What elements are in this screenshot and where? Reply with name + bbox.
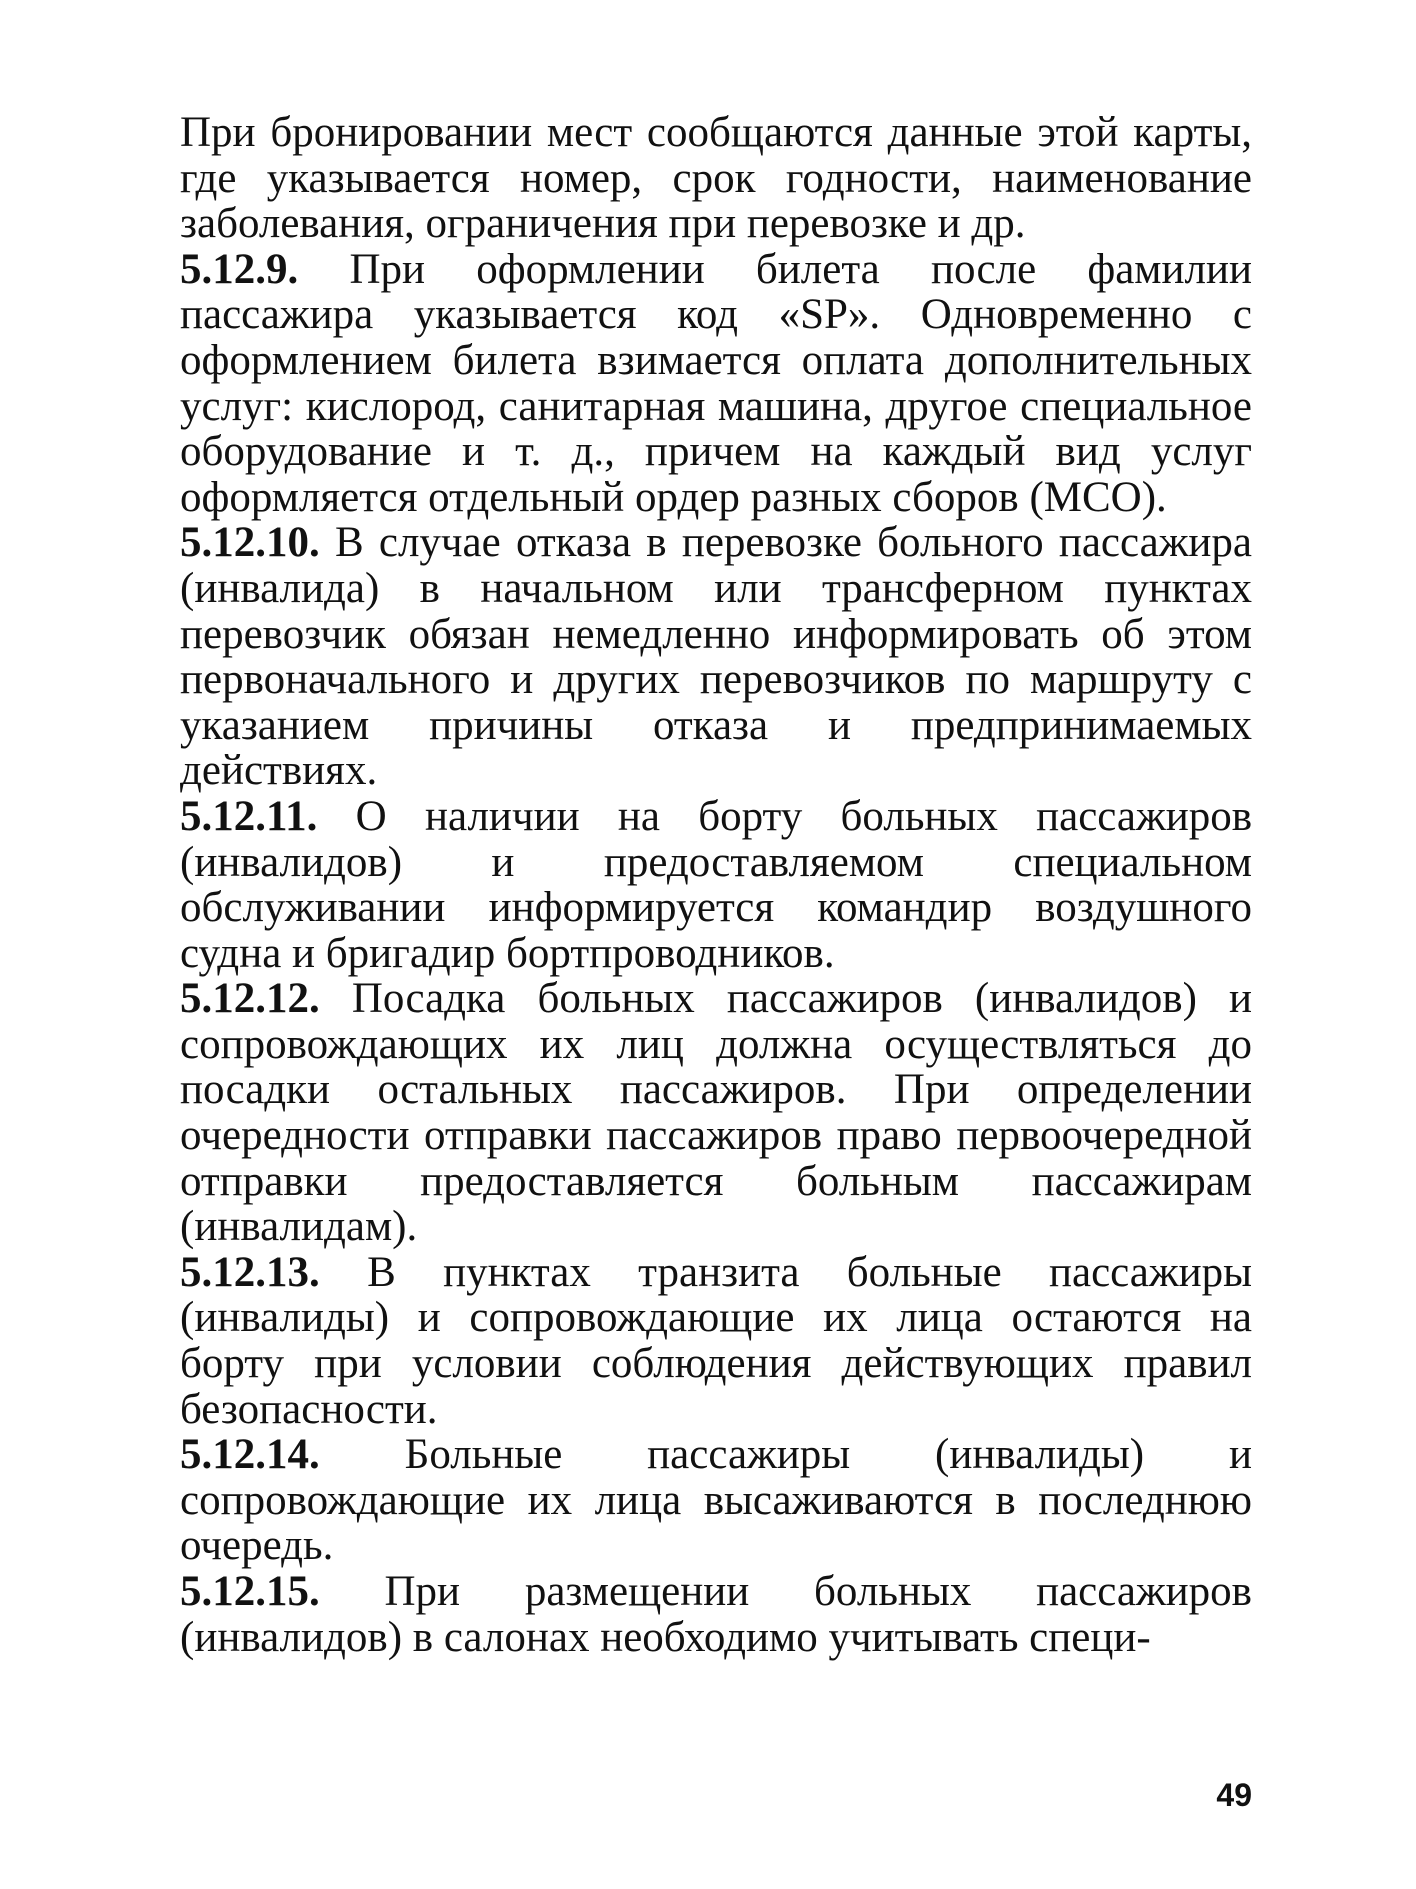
page-body <box>180 110 1252 1660</box>
paragraph-text: Посадка больных пассажиров (инвалидов) и сопровождающих их лиц должна осуществляться до посадки остальных пассажиров. При определении очередности отправки пассажиров право первоочередной отправки предоставляется больным пассажирам (инвалидам). <box>180 975 1253 1251</box>
paragraph-text: При размещении больных пассажиров (инвалидов) в салонах необходимо учитывать специ- <box>180 1568 1252 1661</box>
paragraph-5-12-12 <box>180 976 1252 1250</box>
paragraph-5-12-9 <box>180 247 1252 521</box>
paragraph-text: О наличии на борту больных пассажиров (инвалидов) и предоставляемом специальном обслуживании информируется командир воздушного судна и бригадир бортпроводников. <box>180 792 1253 977</box>
paragraph-number: 5.12.12. <box>180 975 320 1023</box>
page-number: 49 <box>1216 1777 1252 1813</box>
paragraph-5-12-11 <box>180 794 1252 976</box>
paragraph-5-12-13 <box>180 1250 1252 1432</box>
paragraph-number: 5.12.15. <box>180 1568 320 1615</box>
paragraph-continued <box>180 110 1252 247</box>
paragraph-number: 5.12.10. <box>180 519 320 567</box>
paragraph-5-12-14 <box>180 1432 1252 1569</box>
paragraph-text: Больные пассажиры (инвалиды) и сопровождающие их лица высаживаются в последнюю очередь. <box>180 1431 1252 1570</box>
paragraph-number: 5.12.14. <box>180 1431 320 1479</box>
paragraph-number: 5.12.13. <box>180 1248 320 1296</box>
paragraph-text: При бронировании мест сообщаются данные этой карты, где указывается номер, срок годности, наименование заболевания, ограничения при перевозке и др. <box>180 109 1252 248</box>
paragraph-5-12-15 <box>180 1569 1252 1660</box>
paragraph-text: В пунктах транзита больные пассажиры (инвалиды) и сопровождающие их лица остаются на борту при условии соблюдения действующих правил безопасности. <box>180 1248 1252 1433</box>
paragraph-number: 5.12.11. <box>180 792 318 840</box>
paragraph-text: При оформлении билета после фамилии пассажира указывается код «SP». Одновременно с оформлением билета взимается оплата дополнительных услуг: кислород, санитарная машина, другое специальное оборудование и т. д., причем на каждый вид услуг оформляется отдельный ордер разных сборов (МСО). <box>180 245 1253 521</box>
paragraph-number: 5.12.9. <box>180 245 299 293</box>
paragraph-text: В случае отказа в перевозке больного пассажира (инвалида) в начальном или трансферном пунктах перевозчик обязан немедленно информировать об этом первоначального и других перевозчиков по маршруту с указанием причины отказа и предпринимаемых действиях. <box>180 519 1253 795</box>
paragraph-5-12-10 <box>180 520 1252 794</box>
